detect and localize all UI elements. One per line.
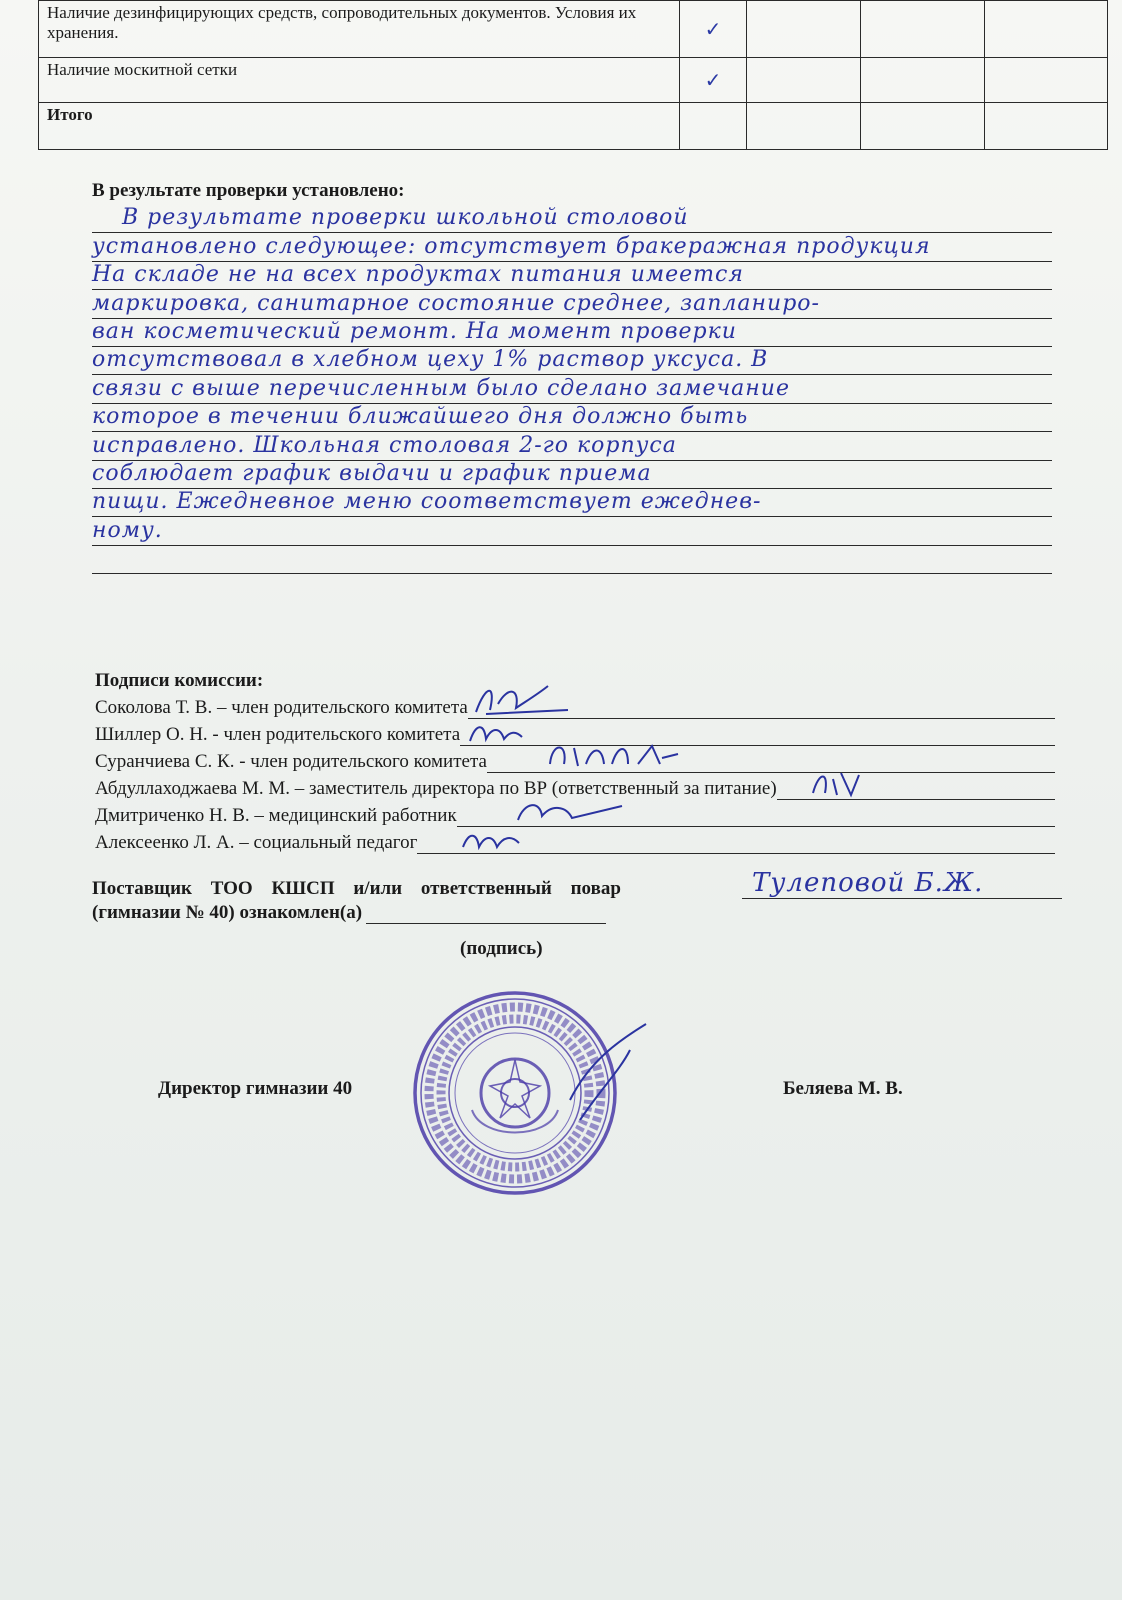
supplier-acknowledgement: [92, 868, 1062, 924]
signature-scribble: [542, 734, 682, 774]
handwritten-text: маркировка, санитарное состояние среднее, запланиро-: [92, 290, 820, 316]
signature-scribble: [460, 717, 530, 747]
director-name: Беляева М. В.: [783, 1078, 903, 1099]
supplier-text: Поставщик ТОО КШСП и/или ответственный повар: [92, 878, 621, 899]
member-name: Дмитриченко Н. В. – медицинский работник: [95, 805, 457, 826]
supplier-signature-line: [742, 868, 1062, 899]
signature-row: [95, 827, 1055, 854]
handwritten-text: На складе не на всех продуктах питания имеется: [92, 262, 744, 288]
member-name: Суранчиева С. К. - член родительского комитета: [95, 751, 487, 772]
signature-line: [417, 835, 1055, 854]
supplier-text-2: (гимназии № 40) ознакомлен(а): [92, 902, 363, 923]
member-name: Алексеенко Л. А. – социальный педагог: [95, 832, 418, 853]
member-name: Соколова Т. В. – член родительского комитета: [95, 697, 468, 718]
supplier-handwritten-name: Тулеповой Б.Ж.: [752, 868, 984, 898]
writing-line: [92, 432, 1052, 460]
signature-blank: [366, 903, 606, 924]
writing-line: [92, 404, 1052, 432]
checkmark-cell: ✓: [679, 58, 747, 103]
signature-row: [95, 800, 1055, 827]
signature-scribble: [457, 825, 527, 855]
handwritten-text: исправлено. Школьная столовая 2-го корпуса: [92, 432, 677, 458]
commission-signatures: [95, 670, 1055, 854]
table-cell-label: Наличие дезинфицирующих средств, сопроводительных документов. Условия их хранения.: [39, 1, 680, 58]
writing-line: [92, 347, 1052, 375]
writing-line: [92, 233, 1052, 261]
commission-title: Подписи комиссии:: [95, 670, 264, 691]
handwritten-text: ному.: [92, 517, 163, 543]
table-row-total: [39, 103, 1108, 150]
writing-line: [92, 319, 1052, 347]
writing-line: [92, 489, 1052, 517]
checklist-table: [38, 0, 1108, 150]
writing-line: [92, 205, 1052, 233]
handwritten-text: связи с выше перечисленным было сделано замечание: [92, 375, 790, 401]
signature-row: [95, 746, 1055, 773]
handwritten-text: соблюдает график выдачи и график приема: [92, 460, 652, 486]
result-heading: В результате проверки установлено:: [92, 180, 405, 201]
signature-line: [777, 781, 1055, 800]
checkmark-cell: ✓: [679, 1, 747, 58]
table-cell-label: Наличие москитной сетки: [39, 58, 680, 103]
director-signature-icon: [560, 1020, 660, 1130]
handwritten-text: установлено следующее: отсутствует бракеражная продукция: [92, 233, 931, 259]
writing-line: [92, 546, 1052, 574]
handwritten-text: отсутствовал в хлебном цеху 1% раствор уксуса. В: [92, 347, 769, 373]
writing-line: [92, 290, 1052, 318]
handwritten-text: пищи. Ежедневное меню соответствует ежеднев-: [92, 489, 762, 515]
signature-line: [468, 700, 1055, 719]
writing-line: [92, 517, 1052, 545]
table-row: [39, 1, 1108, 58]
writing-line: [92, 262, 1052, 290]
member-name: Абдуллаходжаева М. М. – заместитель директора по ВР (ответственный за питание): [95, 778, 777, 799]
signature-row: [95, 692, 1055, 719]
table-row: [39, 58, 1108, 103]
signature-scribble: [512, 794, 632, 828]
writing-line: [92, 461, 1052, 489]
handwritten-text: которое в течении ближайшего дня должно быть: [92, 404, 749, 430]
signature-scribble: [468, 674, 578, 720]
handwritten-findings: [92, 205, 1052, 574]
writing-line: [92, 375, 1052, 403]
director-title: Директор гимназии 40: [158, 1078, 353, 1099]
handwritten-text: ван косметический ремонт. На момент проверки: [92, 318, 737, 344]
table-cell-label: Итого: [39, 103, 680, 150]
signature-line: [457, 808, 1055, 827]
signature-line: [487, 754, 1055, 773]
signature-caption: (подпись): [460, 938, 543, 959]
signature-scribble: [807, 765, 867, 801]
checkmark-cell: [679, 103, 747, 150]
handwritten-text: В результате проверки школьной столовой: [122, 205, 689, 231]
member-name: Шиллер О. Н. - член родительского комитета: [95, 724, 461, 745]
